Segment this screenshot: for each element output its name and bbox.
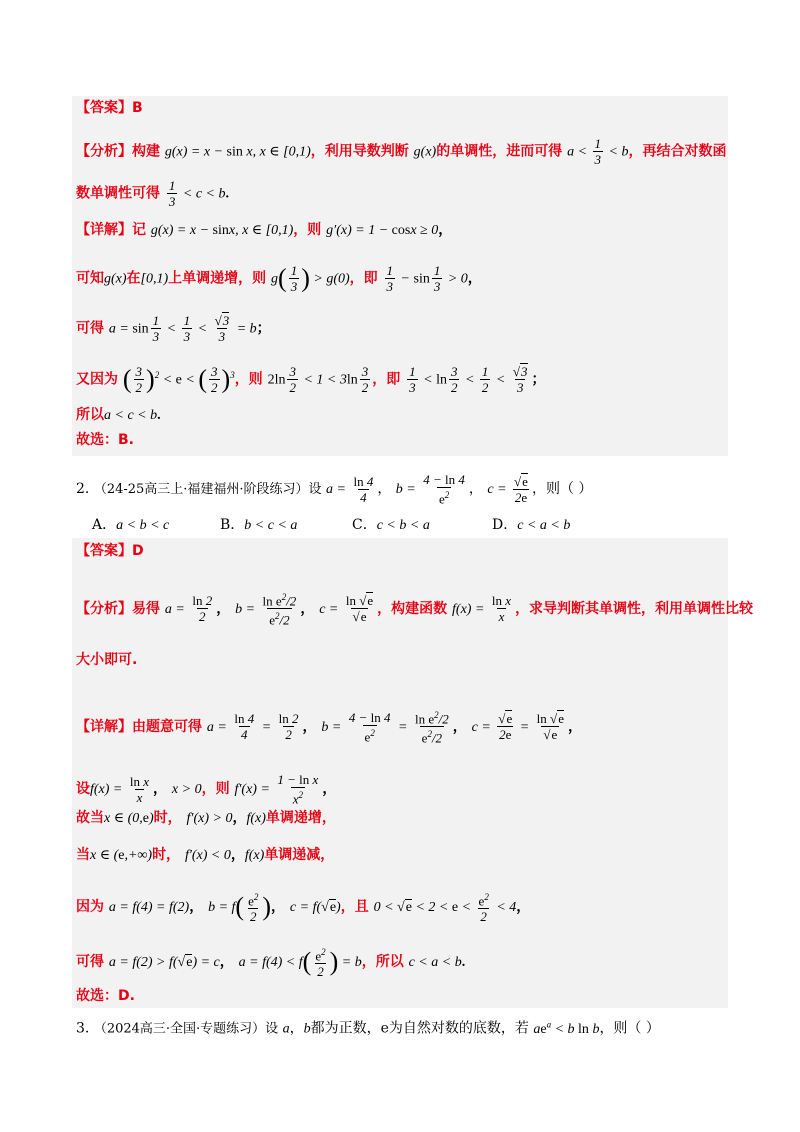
q1-final: 故选：B. — [76, 432, 134, 448]
q1-detail-line5: 所以a < c < b. — [76, 407, 161, 423]
q2-analysis-line2: 大小即可. — [76, 652, 138, 668]
q2-answer: 【答案】D — [76, 543, 144, 559]
q1-answer: 【答案】B — [76, 100, 143, 116]
q2-detail-line6: 可得 a = f(2) > f(√e) = c， a = f(4) < f( $\frac{e^2}{2}$ ) = b，所以 c < a < b. — [76, 947, 466, 980]
option-b[interactable]: B．b < c < a — [220, 517, 298, 533]
q2-detail-line4: 当x ∈ (e,+∞)时， f′(x) < 0，f(x)单调递减， — [76, 847, 335, 863]
q2-analysis-line1: 【分析】易得 a = $\frac{\ln 2}{2}$ ， b = $\frac{\ln e^2/2}{e^2/2}$ ， c = $\frac{\ln √e}{√e}$ ，构建函数 f(x) = $\frac{\text{ln x}}{x}$ ，求导判断其单调性，利用单调性比较 — [76, 592, 754, 628]
option-a[interactable]: A．a < b < c — [92, 517, 170, 533]
q2-detail-line1: 【详解】由题意可得 a = $\frac{\ln 4}{4}$ = $\frac{\ln 2}{2}$ ， b = $\frac{4 - \ln 4}{e^2}$ = $\frac{\ln e^2/2}{e^2/2}$ ， c = $\frac{√e}{2e}$ = $\frac{\ln √e}{√e}$ ， — [76, 709, 582, 746]
q1-detail-line4: 又因为 ( $\frac{3}{2}$ )$^2$ < e < ( $\frac{3}{2}$ )$^3$，则 2ln $\frac{3}{2}$ < 1 < 3ln $\frac{3}{2}$ ，即 $\frac{1}{3}$ < ln $\frac{3}{2}$ < $\frac{1}{2}$ < $\frac{√3}{3}$ ； — [76, 364, 546, 395]
q1-analysis-line2: 数单调性可得 $\frac{1}{3}$ < c < b. — [76, 178, 229, 209]
q1-detail-line2: 可知g(x)在[0,1)上单调递增，则 g( $\frac{1}{3}$ ) > g(0)，即 $\frac{1}{3}$ − sin $\frac{1}{3}$ > 0， — [76, 263, 482, 294]
q1-detail-line1: 【详解】记 g(x) = x − sinx, x ∈ [0,1)，则 g′(x) = 1 − cosx ≥ 0， — [76, 222, 453, 238]
option-c[interactable]: C．c < b < a — [352, 517, 430, 533]
q2-detail-line5: 因为 a = f(4) = f(2)， b = f( $\frac{e^2}{2}$ )， c = f(√e)，且 0 < √e < 2 < e < $\frac{e^2}{2}$ < 4， — [76, 892, 531, 925]
q2-stem: 2. （24-25高三上·福建福州·阶段练习）设 a = $\frac{\ln 4}{4}$ ， b = $\frac{4 - \ln 4}{e^2}$ ， c = $\frac{√e}{2e}$ ，则（ ） — [76, 472, 593, 507]
q2-detail-line2: 设f(x) = $\frac{\text{ln x}}{x}$ ， x > 0，则 f′(x) = $\frac{\text{1 − ln x}}{x^2}$ ， — [76, 772, 337, 807]
q1-analysis-line1: 【分析】构建 g(x) = x − sin x, x ∈ [0,1)，利用导数判断 g(x)的单调性，进而可得 a < $\frac{1}{3}$ < b，再结合对数函 — [76, 136, 727, 167]
option-d[interactable]: D．c < a < b — [492, 517, 571, 533]
q1-detail-line3: 可得 a = sin $\frac{1}{3}$ < $\frac{1}{3}$ < $\frac{√3}{3}$ = b； — [76, 313, 271, 344]
q2-final: 故选：D. — [76, 988, 135, 1004]
q3-stem: 3. （2024高三·全国·专题练习）设 a，b都为正数，e为自然对数的底数，若 $ae^a < b$ ln b，则（ ） — [76, 1019, 660, 1037]
q2-detail-line3: 故当x ∈ (0,e)时， f′(x) > 0，f(x)单调递增， — [76, 810, 336, 826]
